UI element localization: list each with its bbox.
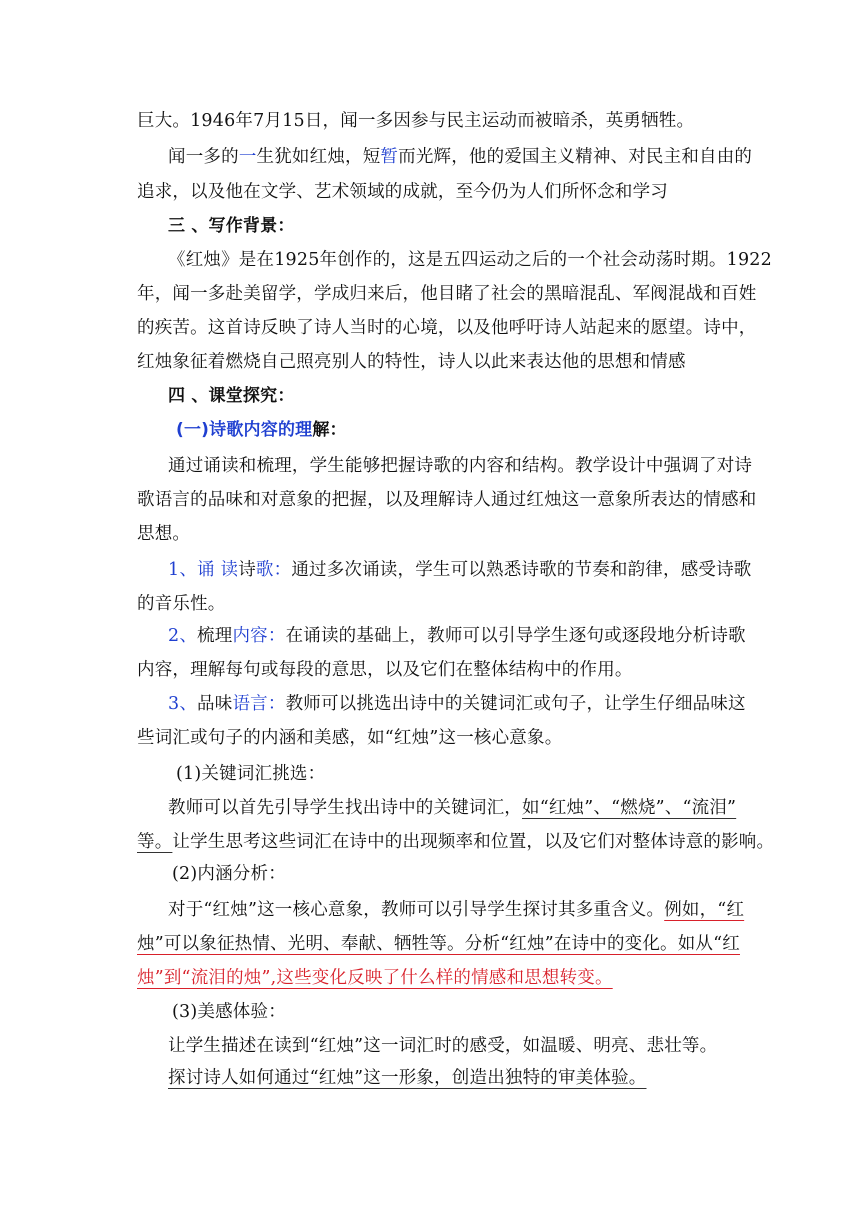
text-span: 的疾苦。这首诗反映了诗人当时的心境，以及他呼吁诗人站起来的愿望。诗中， — [137, 318, 757, 338]
list-item-label: 梳理 — [197, 626, 233, 646]
sub-item-title: (3)美感体验： — [172, 1002, 286, 1022]
list-item — [168, 624, 746, 648]
text-span: 在诵读的基础上，教师可以引导学生逐句或逐段地分析诗歌 — [285, 626, 746, 646]
text-span: 追求，以及他在文学、艺术领域的成就，至今仍为人们所怀念和学习 — [137, 182, 668, 202]
paragraph-line — [137, 966, 613, 990]
text-span: 《红烛》是在1925年创作的，这是五四运动之后的一个社会动荡时期。1922 — [168, 250, 772, 270]
paragraph-line — [168, 898, 744, 922]
underlined-text: 如“红烛”、“燃烧”、“流泪” — [522, 798, 737, 818]
text-span: 让学生描述在读到“红烛”这一词汇时的感受，如温暖、明亮、悲壮等。 — [168, 1036, 718, 1056]
sub-item-title: (2)内涵分析： — [172, 864, 286, 884]
paragraph-line — [137, 932, 740, 956]
paragraph-line — [168, 1066, 647, 1090]
text-span: 通过多次诵读，学生可以熟悉诗歌的节奏和韵律，感受诗歌 — [291, 560, 752, 580]
subsection-heading — [176, 418, 347, 442]
sub-item-title: (1)关键词汇挑选： — [176, 764, 326, 784]
paragraph-line — [137, 592, 226, 616]
list-item-label: 品味 — [197, 694, 233, 714]
text-span: 些词汇或句子的内涵和美感，如“红烛”这一核心意象。 — [137, 728, 563, 748]
paragraph-line — [168, 796, 736, 820]
list-item-label: 语言： — [232, 694, 286, 714]
paragraph-line — [137, 658, 633, 682]
underlined-text: 探讨诗人如何通过“红烛”这一形象，创造出独特的审美体验。 — [168, 1068, 647, 1088]
paragraph-line — [168, 1034, 717, 1058]
list-item-label: 1、诵 读 — [168, 560, 239, 580]
text-span: 教师可以挑选出诗中的关键词汇或句子，让学生仔细品味这 — [285, 694, 746, 714]
text-span: 而光辉，他的爱国主义精神、对民主和自由的 — [398, 147, 753, 167]
list-item-label: 歌： — [255, 560, 292, 580]
text-span: 歌语言的品味和对意象的把握，以及理解诗人通过红烛这一意象所表达的情感和 — [137, 490, 757, 510]
paragraph-line — [137, 522, 190, 546]
list-item-label: 诗 — [238, 560, 256, 580]
paragraph-line — [137, 830, 774, 854]
text-span: 让学生思考这些词汇在诗中的出现频率和位置，以及它们对整体诗意的影响。 — [172, 832, 775, 852]
paragraph-line — [137, 282, 757, 306]
list-item — [168, 692, 746, 716]
paragraph-line — [137, 350, 686, 374]
text-span: 巨大。1946年7月15日，闻一多因参与民主运动而被暗杀，英勇牺牲。 — [137, 111, 695, 131]
text-span: 闻一多的 — [168, 147, 239, 167]
text-span: 红烛象征着燃烧自己照亮别人的特性，诗人以此来表达他的思想和情感 — [137, 352, 686, 372]
paragraph-line — [137, 180, 668, 204]
list-item-label: 2、 — [168, 626, 198, 646]
underlined-text: 例如，“红 — [664, 900, 745, 920]
subsection-heading-black: 解： — [312, 420, 347, 440]
paragraph-line — [168, 248, 772, 272]
paragraph-line — [137, 726, 562, 750]
underlined-text: 等。 — [137, 832, 173, 852]
list-item — [168, 558, 752, 582]
text-span: 通过诵读和梳理，学生能够把握诗歌的内容和结构。教学设计中强调了对诗 — [168, 456, 753, 476]
text-span: 的音乐性。 — [137, 594, 226, 614]
section-heading: 三 、写作背景： — [168, 216, 295, 236]
text-span: 思想。 — [137, 524, 191, 544]
text-span: 内容，理解每句或每段的意思，以及它们在整体结构中的作用。 — [137, 660, 633, 680]
paragraph-line — [137, 488, 757, 512]
underlined-red-text: 烛”到“流泪的烛”,这些变化反映了什么样的情感和思想转变。 — [137, 968, 613, 988]
section-heading: 四 、课堂探究： — [168, 386, 295, 406]
paragraph-line — [137, 109, 694, 133]
text-span: 生犹如红烛，短 — [256, 147, 381, 167]
subsection-heading-blue: (一)诗歌内容的理 — [176, 420, 313, 440]
list-item-label: 3、 — [168, 694, 198, 714]
list-item-label: 内容： — [232, 626, 286, 646]
paragraph-line — [137, 316, 757, 340]
text-span: 年，闻一多赴美留学，学成归来后，他目睹了社会的黑暗混乱、军阀混战和百姓 — [137, 284, 757, 304]
paragraph-line — [168, 454, 752, 478]
text-span: 教师可以首先引导学生找出诗中的关键词汇， — [168, 798, 522, 818]
underlined-text: 烛”可以象征热情、光明、奉献、牺牲等。分析“红烛”在诗中的变化。如从“红 — [137, 934, 740, 954]
text-span: 对于“红烛”这一核心意象，教师可以引导学生探讨其多重含义。 — [168, 900, 665, 920]
text-span-blue: 一 — [238, 147, 257, 167]
paragraph-line — [168, 145, 752, 169]
text-span-blue: 暂 — [380, 147, 399, 167]
